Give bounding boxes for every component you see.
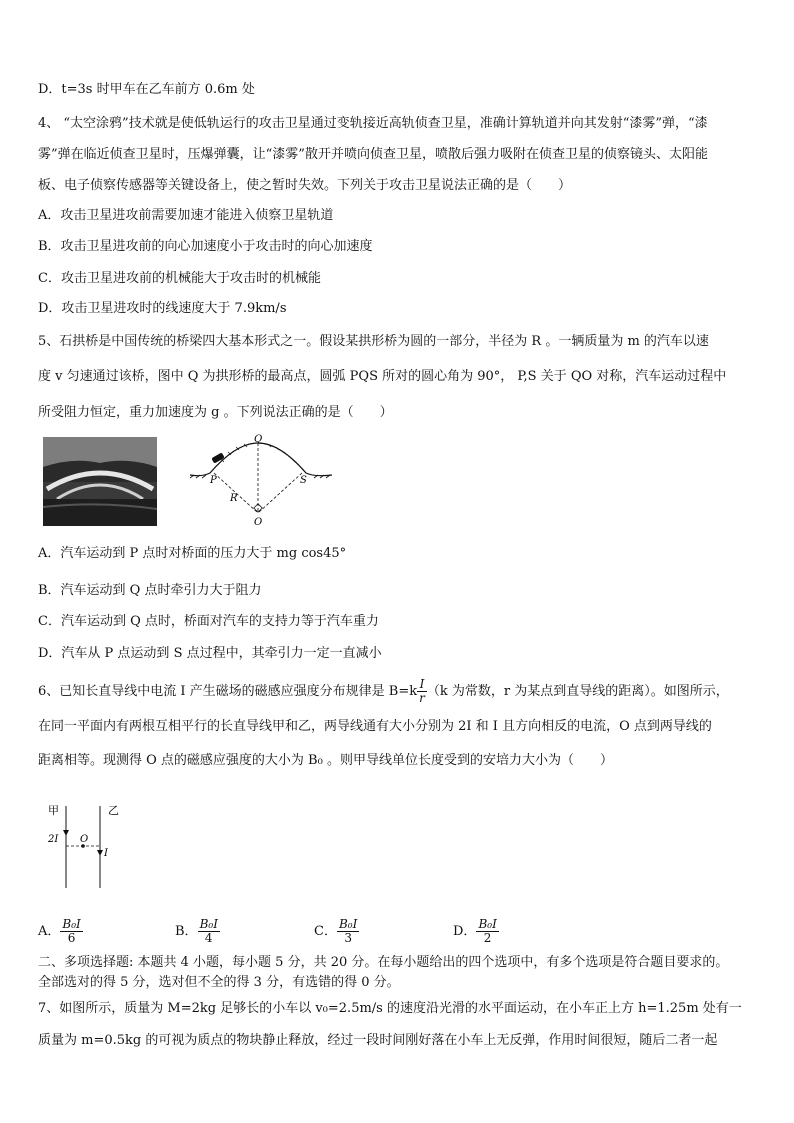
label-o: O bbox=[254, 517, 263, 528]
q6-option-b: B． $\frac{\text{B₀I}}{4}$ bbox=[175, 917, 218, 945]
section2-line2: 全部选对的得 5 分，选对但不全的得 3 分，有选错的得 0 分。 bbox=[38, 975, 400, 990]
arch-bridge-diagram bbox=[188, 433, 338, 529]
q4-option-d: D．攻击卫星进攻时的线速度大于 7.9km/s bbox=[38, 301, 287, 316]
section2-line1: 二、多项选择题: 本题共 4 小题，每小题 5 分，共 20 分。在每小题给出的四个选项中，有多个选项是符合题目要求的。 bbox=[38, 955, 729, 970]
q5-option-c: C．汽车运动到 Q 点时，桥面对汽车的支持力等于汽车重力 bbox=[38, 614, 379, 629]
q6-stem-line3: 距离相等。现测得 O 点的磁感应强度的大小为 B₀ 。则甲导线单位长度受到的安培力大小为（ ） bbox=[38, 753, 613, 768]
q4-stem-line2: 雾”弹在临近侦查卫星时，压爆弹囊，让“漆雾”散开并喷向侦查卫星，喷散后强力吸附在侦查卫星的侦察镜头、太阳能 bbox=[38, 147, 708, 162]
q6-formula-fraction: $\frac{I}{r}$ bbox=[419, 677, 425, 705]
q5-stem-line3: 所受阻力恒定，重力加速度为 g 。下列说法正确的是（ ） bbox=[38, 405, 393, 420]
label-s: S bbox=[300, 475, 307, 486]
q3-option-d: D．t=3s 时甲车在乙车前方 0.6m 处 bbox=[38, 82, 255, 97]
q5-option-a: A．汽车运动到 P 点时对桥面的压力大于 mg cos45° bbox=[38, 546, 347, 561]
label-r: R bbox=[230, 493, 238, 504]
q6-option-a: A． $\frac{\text{B₀I}}{6}$ bbox=[38, 917, 81, 945]
q6-stem-post: （k 为常数，r 为某点到直导线的距离）。如图所示， bbox=[426, 684, 729, 699]
q6-stem-line2: 在同一平面内有两根互相平行的长直导线甲和乙，两导线通有大小分别为 2I 和 I 且方向相反的电流，O 点到两导线的 bbox=[38, 719, 712, 734]
q7-stem-line2: 质量为 m=0.5kg 的可视为质点的物块静止释放，经过一段时间刚好落在小车上无反弹，作用时间很短，随后二者一起 bbox=[38, 1033, 718, 1048]
q4-option-c: C．攻击卫星进攻前的机械能大于攻击时的机械能 bbox=[38, 271, 321, 286]
label-jia: 甲 bbox=[48, 804, 59, 817]
q4-stem-line3: 板、电子侦察传感器等关键设备上，使之暂时失效。下列关于攻击卫星说法正确的是（ ） bbox=[38, 178, 572, 193]
q6-option-c: C． $\frac{\text{B₀I}}{3}$ bbox=[314, 917, 358, 945]
label-p: P bbox=[210, 475, 217, 486]
q5-option-b: B．汽车运动到 Q 点时牵引力大于阻力 bbox=[38, 583, 262, 598]
q6-stem-line1 bbox=[38, 678, 729, 705]
parallel-wires-diagram bbox=[44, 798, 134, 890]
label-2i: 2I bbox=[48, 834, 59, 845]
arch-bridge-photo bbox=[43, 437, 157, 526]
q4-option-a: A．攻击卫星进攻前需要加速才能进入侦察卫星轨道 bbox=[38, 208, 334, 223]
label-o-point: O bbox=[80, 834, 89, 845]
q6-stem-pre: 6、已知长直导线中电流 I 产生磁场的磁感应强度分布规律是 B=k bbox=[38, 684, 418, 699]
label-yi: 乙 bbox=[108, 804, 119, 817]
q6-option-d: D． $\frac{\text{B₀I}}{2}$ bbox=[453, 917, 497, 945]
label-i: I bbox=[104, 848, 108, 859]
q4-option-b: B．攻击卫星进攻前的向心加速度小于攻击时的向心加速度 bbox=[38, 239, 373, 254]
q5-option-d: D．汽车从 P 点运动到 S 点过程中，其牵引力一定一直减小 bbox=[38, 646, 382, 661]
label-q: Q bbox=[254, 434, 263, 445]
q5-stem-line1: 5、石拱桥是中国传统的桥梁四大基本形式之一。假设某拱形桥为圆的一部分，半径为 R 。一辆质量为 m 的汽车以速 bbox=[38, 334, 709, 349]
q4-stem-line1: 4、 “太空涂鸦”技术就是使低轨运行的攻击卫星通过变轨接近高轨侦查卫星，准确计算轨道并向其发射“漆雾”弹，“漆 bbox=[38, 116, 708, 131]
q5-stem-line2: 度 v 匀速通过该桥，图中 Q 为拱形桥的最高点，圆弧 PQS 所对的圆心角为 90°， P,S 关于 QO 对称，汽车运动过程中 bbox=[38, 369, 727, 384]
q7-stem-line1: 7、如图所示，质量为 M=2kg 足够长的小车以 v₀=2.5m/s 的速度沿光滑的水平面运动，在小车正上方 h=1.25m 处有一 bbox=[38, 1001, 742, 1016]
